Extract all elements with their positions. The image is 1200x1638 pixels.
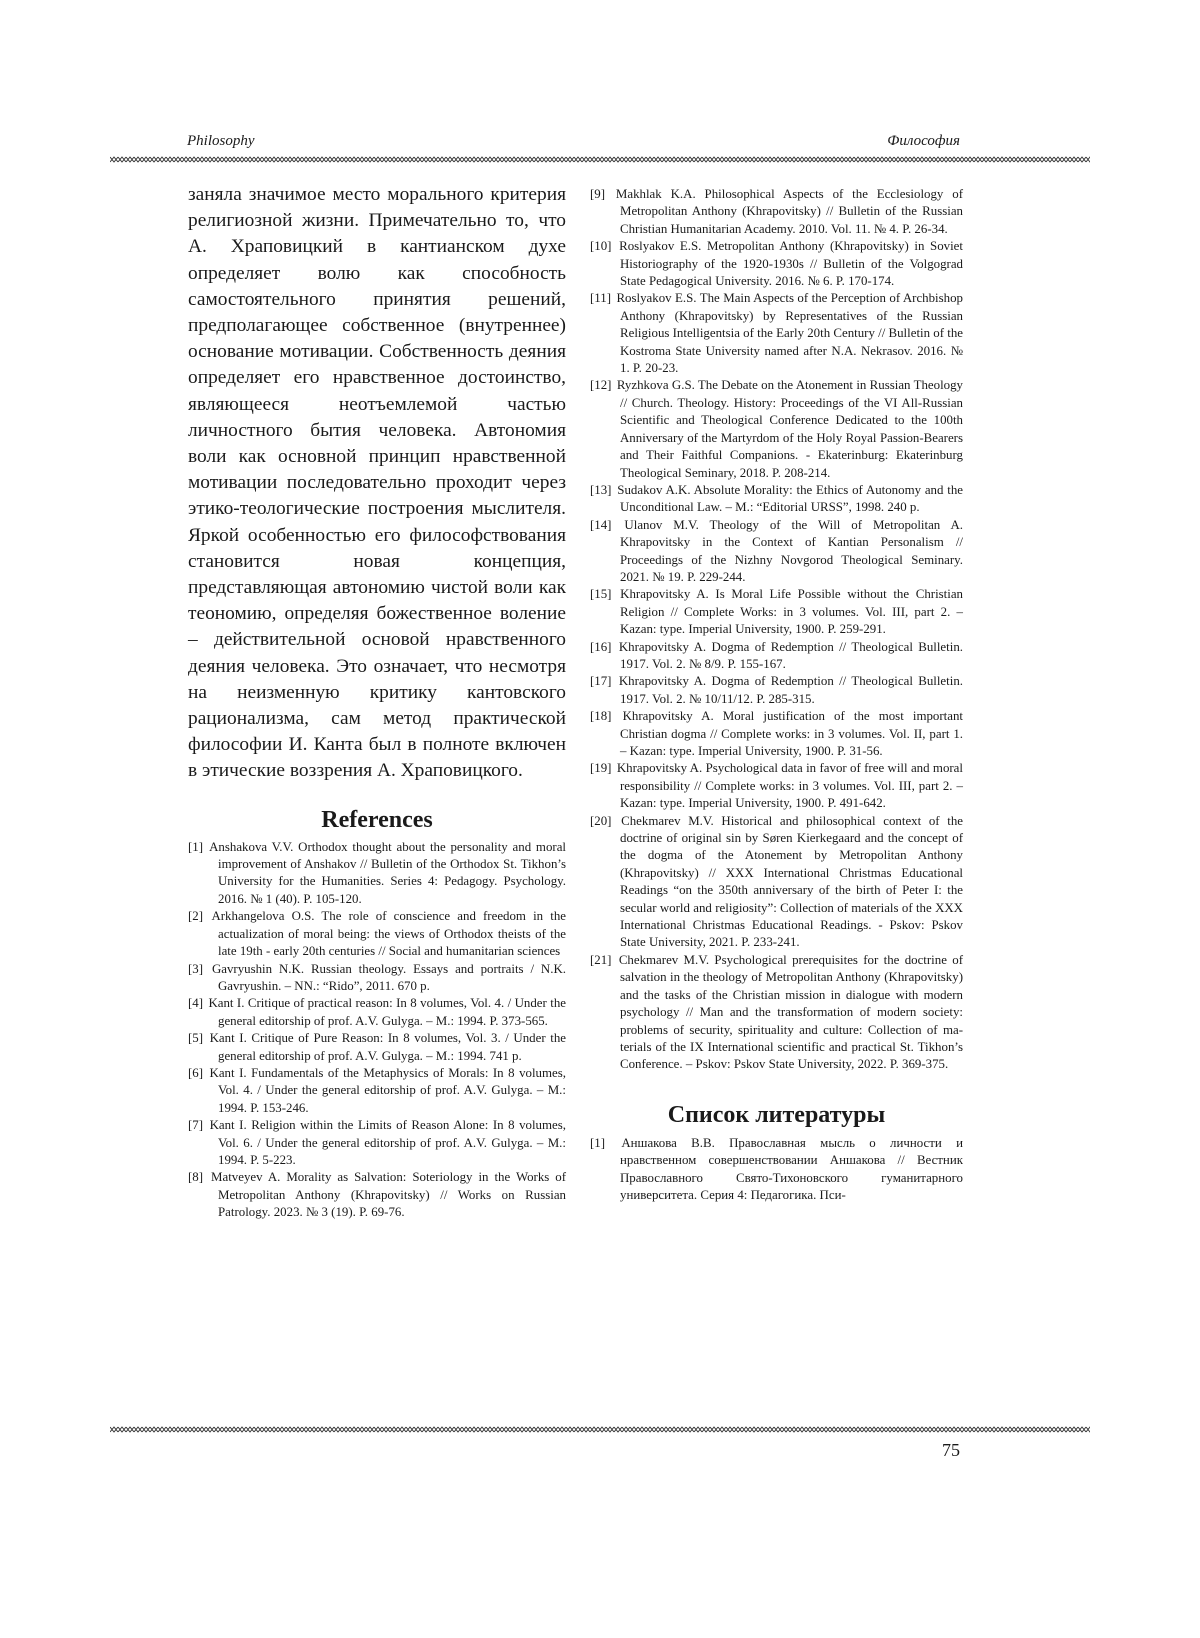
reference-number: [2] bbox=[188, 908, 203, 925]
reference-number: [21] bbox=[590, 952, 611, 969]
right-column bbox=[590, 186, 963, 1204]
reference-item bbox=[590, 813, 963, 952]
reference-number: [5] bbox=[188, 1030, 203, 1047]
reference-item bbox=[590, 708, 963, 760]
references-list-right bbox=[590, 186, 963, 1074]
reference-item bbox=[188, 961, 566, 996]
reference-number: [16] bbox=[590, 639, 611, 656]
reference-number: [8] bbox=[188, 1169, 203, 1186]
body-paragraph: заняла значимое место морального критерия религиозной жизни. Приме­чательно то, что А. Храповицкий в кан­тианском духе определяет волю как спо­собность самостоятельного принятия решений, предполагающее собственное (внутреннее) основание мотивации. Собственность деяния определяет его нравственное достоинство, являющее­ся неотъемлемой частью личностного бытия человека. Автономия воли как основной принцип нравственной мо­тивации последовательно проходит через этико-теологические построения мыслителя. Яркой особенностью его философствования становится новая концепция, представляющая автоно­мию чистой воли как теономию, опре­деляя божественное воление – действи­тельной основой нравственного деяния человека. Это означает, что несмотря на неизменную критику кантовского рационализма, сам метод практической философии И. Канта был в полноте включен в этические воззрения А. Хра­повицкого. bbox=[188, 182, 566, 785]
reference-item bbox=[590, 517, 963, 587]
running-header bbox=[187, 133, 960, 153]
reference-item bbox=[188, 1169, 566, 1221]
reference-text: Anshakova V.V. Orthodox thought about the personal­ity and moral improvement of Anshakov // Bulletin of the Orthodox St. Tikhon’s University for the Human­ities. Series 4: Pedagogy. Psychology. 2016. № 1 (40). P. 105-120. bbox=[209, 840, 566, 906]
reference-item bbox=[188, 1065, 566, 1117]
reference-text: Arkhangelova O.S. The role of conscience and freedom in the actualization of moral being: the views of Orthodox theists of the late 19th - early 20th centuries // Social and humanitarian sciences bbox=[211, 909, 566, 958]
header-section-russian: Философия bbox=[887, 133, 960, 150]
reference-item bbox=[590, 952, 963, 1074]
references-list-left bbox=[188, 839, 566, 1222]
reference-item bbox=[590, 760, 963, 812]
top-decorative-border bbox=[110, 155, 1090, 164]
reference-number: [20] bbox=[590, 813, 611, 830]
reference-text: Khrapovitsky A. Is Moral Life Possible without the Christian Religion // Complete Works: in 3 volumes. Vol. III, part 2. – Kazan: type. Imperial University, 1900. P. 259-291. bbox=[620, 587, 963, 636]
reference-text: Matveyev A. Morality as Salvation: Soteriology in the Works of Metropolitan Anthony (Khrapovitsky) // Works on Russian Patrology. 2023. № 3 (19). P. 69-76. bbox=[211, 1170, 566, 1219]
reference-text: Kant I. Critique of Pure Reason: In 8 volumes, Vol. 3. / Under the general editorship of prof. A.V. Gulyga. – M.: 1994. 741 p. bbox=[210, 1031, 566, 1062]
reference-text: Kant I. Religion within the Limits of Reason Alone: In 8 volumes, Vol. 6. / Under the general editorship of prof. A.V. Gulyga. – M.: 1994. P. 5-223. bbox=[210, 1118, 566, 1167]
reference-text: Kant I. Critique of practical reason: In 8 volumes, Vol. 4. / Under the general editorship of prof. A.V. Gulyga. – M.: 1994. P. 373-565. bbox=[208, 996, 566, 1027]
reference-number: [6] bbox=[188, 1065, 203, 1082]
reference-number: [3] bbox=[188, 961, 203, 978]
reference-item bbox=[590, 639, 963, 674]
reference-number: [17] bbox=[590, 673, 611, 690]
reference-number: [12] bbox=[590, 377, 611, 394]
reference-number: [4] bbox=[188, 995, 203, 1012]
reference-item bbox=[590, 673, 963, 708]
page-number: 75 bbox=[942, 1440, 960, 1461]
reference-item bbox=[590, 482, 963, 517]
left-column bbox=[188, 182, 566, 1222]
reference-item bbox=[188, 995, 566, 1030]
reference-text: Ulanov M.V. Theology of the Will of Metropolitan A. Khrapovitsky in the Context of Kantian Personalism // Proceedings of the Nizhny Novgorod Theological Seminary. 2021. № 19. P. 229-244. bbox=[620, 518, 963, 584]
reference-item bbox=[590, 238, 963, 290]
reference-text: Makhlak K.A. Philosophical Aspects of the Ecclesiology of Metropolitan Anthony (Khrapovitsky) // Bulletin of the Russian Christian Humanitarian Academy. 2010. Vol. 11. № 4. P. 26-34. bbox=[616, 187, 963, 236]
reference-text: Gavryushin N.K. Russian theology. Essays and portraits / N.K. Gavryushin. – NN.: “Rido”, 2011. 670 p. bbox=[212, 962, 566, 993]
reference-number: [13] bbox=[590, 482, 611, 499]
reference-item bbox=[590, 586, 963, 638]
reference-item bbox=[590, 186, 963, 238]
reference-item bbox=[188, 839, 566, 909]
reference-number: [14] bbox=[590, 517, 611, 534]
bottom-decorative-border bbox=[110, 1425, 1090, 1434]
reference-text: Ryzhkova G.S. The Debate on the Atonement in Russian Theology // Church. Theology. History: Proceedings of the VI All-Russian Scientific and Theological Confer­ence Dedicated to the 100th Anniversary of the Mar­tyrdom of the Holy Royal Passion-Bearers and Their Faithful Companions. - Ekaterinburg: Ekaterinburg Theological Seminary, 2018. P. 208-214. bbox=[617, 378, 963, 479]
reference-text: Khrapovitsky A. Moral justification of the most import­ant Christian dogma // Complete works: in 3 volumes. Vol. II, part 1. – Kazan: type. Imperial University, 1900. P. 31-56. bbox=[620, 709, 963, 758]
references-heading: References bbox=[188, 807, 566, 834]
russian-references-heading: Список литературы bbox=[590, 1102, 963, 1129]
reference-number: [10] bbox=[590, 238, 611, 255]
reference-text: Khrapovitsky A. Dogma of Redemption // Theological Bulletin. 1917. Vol. 2. № 10/11/12. P. 285-315. bbox=[619, 674, 963, 705]
reference-number: [7] bbox=[188, 1117, 203, 1134]
reference-number: [18] bbox=[590, 708, 611, 725]
reference-number: [1] bbox=[590, 1135, 605, 1152]
reference-text: Roslyakov E.S. The Main Aspects of the Perception of Archbishop Anthony (Khrapovitsky) by Representa­tives of the Russian Religious Intelligentsia of the Early 20th Century // Bulletin of the Kostroma State Universi­ty named after N.A. Nekrasov. 2016. № 1. P. 20-23. bbox=[616, 291, 963, 375]
header-section-english: Philosophy bbox=[187, 133, 255, 150]
reference-item bbox=[590, 377, 963, 481]
reference-item bbox=[188, 1117, 566, 1169]
reference-number: [15] bbox=[590, 586, 611, 603]
russian-references-list bbox=[590, 1135, 963, 1205]
reference-text: Sudakov A.K. Absolute Morality: the Ethics of Autono­my and the Unconditional Law. – M.: “Editorial URSS”, 1998. 240 p. bbox=[617, 483, 963, 514]
reference-item bbox=[590, 1135, 963, 1205]
reference-text: Khrapovitsky A. Dogma of Redemption // Theological Bulletin. 1917. Vol. 2. № 8/9. P. 155-167. bbox=[619, 640, 963, 671]
reference-number: [11] bbox=[590, 290, 611, 307]
reference-text: Khrapovitsky A. Psychological data in favor of free will and moral responsibility // Complete works: in 3 vol­umes. Vol. III, part 2. – Kazan: type. Imperial Universi­ty, 1900. P. 491-642. bbox=[617, 761, 963, 810]
reference-text: Kant I. Fundamentals of the Metaphysics of Morals: In 8 volumes, Vol. 4. / Under the general editorship of prof. A.V. Gulyga. – M.: 1994. P. 153-246. bbox=[210, 1066, 566, 1115]
reference-number: [19] bbox=[590, 760, 611, 777]
reference-item bbox=[188, 1030, 566, 1065]
reference-text: Chekmarev M.V. Psychological prerequisites for the doctrine of salvation in the theology of Metropolitan Anthony (Khrapovitsky) and the tasks of the Christian mission in dialogue with modern psychology // Man and the transformation of modern society: problems of security, spirituality and culture: Collection of ma­terials of the IX International scientific and practical St. Tikhon’s Conference. – Pskov: Pskov State University, 2022. P. 369-375. bbox=[619, 953, 963, 1071]
reference-item bbox=[590, 290, 963, 377]
reference-text: Аншакова В.В. Православная мысль о личности и нравственном совершенствовании Аншакова // Вестник Православного Свято-Тихоновского гума­нитарного университета. Серия 4: Педагогика. Пси- bbox=[620, 1136, 963, 1202]
reference-text: Roslyakov E.S. Metropolitan Anthony (Khrapovitsky) in Soviet Historiography of the 1920-1930s // Bulletin of the Volgograd State Pedagogical University. 2016. № 6. P. 170-174. bbox=[619, 239, 963, 288]
reference-text: Chekmarev M.V. Historical and philosophical context of the doctrine of original sin by Søren Kierkegaard and the concept of the dogma of the Atonement by Metro­politan Anthony (Khrapovitsky) // XXX International Christmas Educational Readings “on the 350th anniver­sary of the birth of Peter I: the secular world and religi­osity”: Collection of materials of the XXX International Christmas Educational Readings. - Pskov: Pskov State University, 2021. P. 233-241. bbox=[620, 814, 963, 950]
reference-item bbox=[188, 908, 566, 960]
reference-number: [9] bbox=[590, 186, 605, 203]
reference-number: [1] bbox=[188, 839, 203, 856]
